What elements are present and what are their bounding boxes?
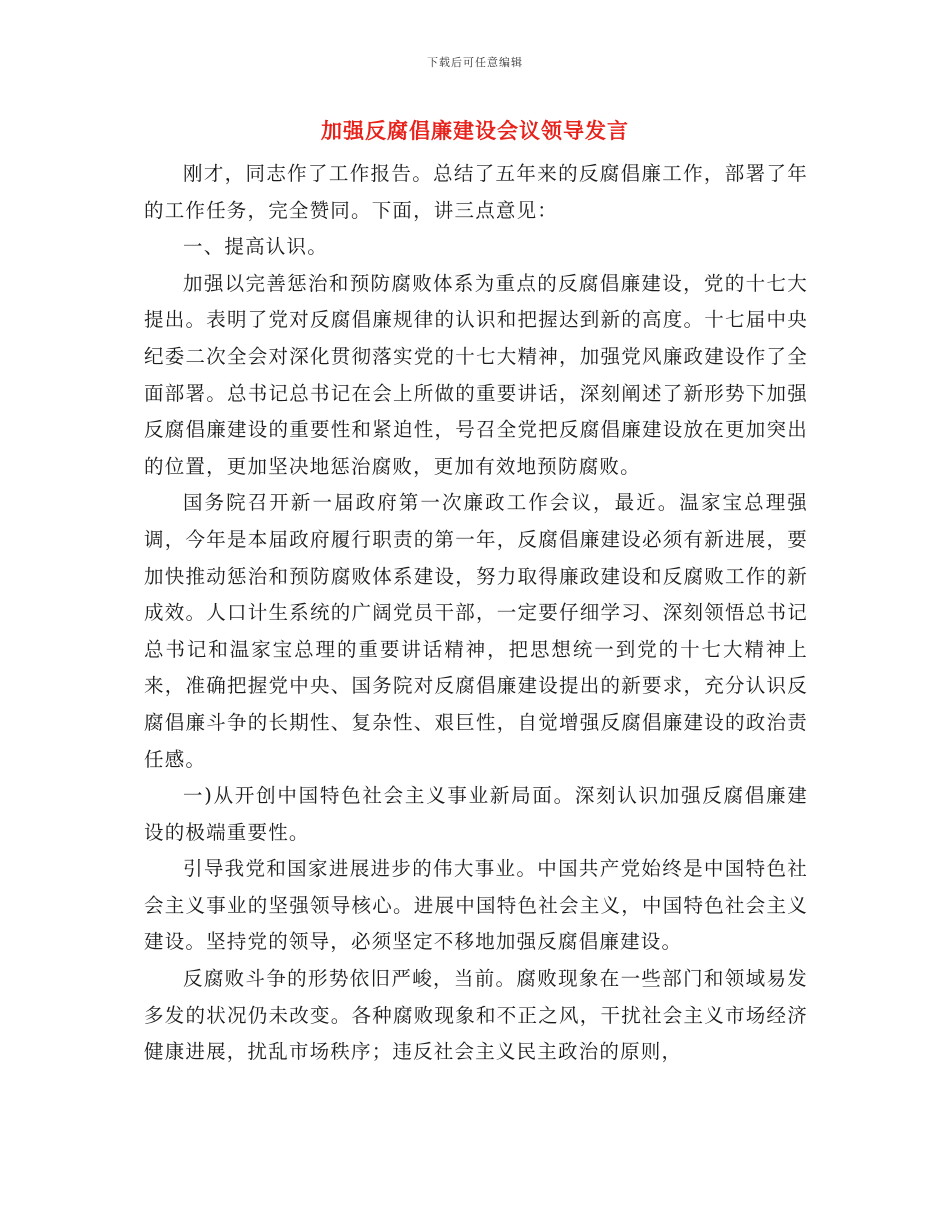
document-body [144, 156, 808, 1071]
paragraph-subheading-1: 一)从开创中国特色社会主义事业新局面。深刻认识加强反腐倡廉建设的极端重要性。 [144, 784, 808, 844]
paragraph-body: 加强以完善惩治和预防腐败体系为重点的反腐倡廉建设，党的十七大提出。表明了党对反腐倡廉规律的认识和把握达到新的高度。十七届中央纪委二次全会对深化贯彻落实党的十七大精神，加强党风廉政建设作了全面部署。总书记总书记在会上所做的重要讲话，深刻阐述了新形势下加强反腐倡廉建设的重要性和紧迫性，号召全党把反腐倡廉建设放在更加突出的位置，更加坚决地惩治腐败，更加有效地预防腐败。 [144, 271, 808, 478]
paragraph-body: 国务院召开新一届政府第一次廉政工作会议，最近。温家宝总理强调，今年是本届政府履行职责的第一年，反腐倡廉建设必须有新进展，要加快推动惩治和预防腐败体系建设，努力取得廉政建设和反腐败工作的新成效。人口计生系统的广阔党员干部，一定要仔细学习、深刻领悟总书记总书记和温家宝总理的重要讲话精神，把思想统一到党的十七大精神上来，准确把握党中央、国务院对反腐倡廉建设提出的新要求，充分认识反腐倡廉斗争的长期性、复杂性、艰巨性，自觉增强反腐倡廉建设的政治责任感。 [144, 491, 808, 771]
document-title: 加强反腐倡廉建设会议领导发言 [321, 118, 629, 143]
paragraph-body: 引导我党和国家进展进步的伟大事业。中国共产党始终是中国特色社会主义事业的坚强领导核心。进展中国特色社会主义，中国特色社会主义建设。坚持党的领导，必须坚定不移地加强反腐倡廉建设。 [144, 857, 808, 954]
paragraph-section-heading-1: 一、提高认识。 [183, 235, 328, 259]
paragraph-opening: 刚才，同志作了工作报告。总结了五年来的反腐倡廉工作，部署了年的工作任务，完全赞同。下面，讲三点意见： [144, 162, 808, 222]
paragraph-body: 反腐败斗争的形势依旧严峻，当前。腐败现象在一些部门和领域易发多发的状况仍未改变。各种腐败现象和不正之风，干扰社会主义市场经济健康进展，扰乱市场秩序；违反社会主义民主政治的原则， [144, 967, 808, 1064]
header-note: 下载后可任意编辑 [427, 56, 523, 69]
